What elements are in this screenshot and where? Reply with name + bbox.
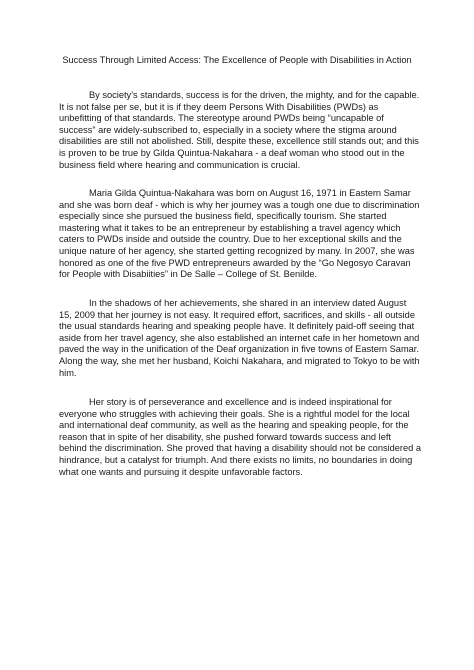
body-paragraph-4: Her story is of perseverance and excellence and is indeed inspirational for everyone who struggles with achieving their goals. She is a rightful model for the local and international deaf community, as well as the hearing and speaking people, for the reason that in spite of her disability, she pushed forward towards success and left behind the discrimination. She proved that having a disability should not be considered a hindrance, but a catalyst for triumph. And there exists no limits, no boundaries in doing what one wants and pursuing it despite unfavorable factors. (59, 397, 422, 477)
body-paragraph-1: By society’s standards, success is for the driven, the mighty, and for the capable. It is not false per se, but it is if they deem Persons With Disabilities (PWDs) as unbefitting of that standards. The stereotype around PWDs being “uncapable of success” are widely-subscribed to, especially in a society where the stigma around disabilities are still not abolished. Still, despite these, excellence still stands out; and this is proven to be true by Gilda Quintua-Nakahara - a deaf woman who stood out in the business field where hearing and communication is crucial. (59, 90, 420, 170)
body-paragraph-3: In the shadows of her achievements, she shared in an interview dated August 15, 2009 that her journey is not easy. It required effort, sacrifices, and skills - all outside the usual standards hearing and speaking people have. It definitely paid-off seeing that aside from her travel agency, she also established an internet cafe in her hometown and paved the way in the unification of the Deaf organization in five towns of Eastern Samar. Along the way, she met her husband, Koichi Nakahara, and migrated to Tokyo to be with him. (59, 298, 420, 378)
document-title: Success Through Limited Access: The Excellence of People with Disabilities in Action (62, 55, 412, 65)
body-paragraph-2: Maria Gilda Quintua-Nakahara was born on August 16, 1971 in Eastern Samar and she was born deaf - which is why her journey was a tough one due to discrimination especially since she pursued the business field, specifically tourism. She started mastering what it takes to be an entrepreneur by establishing a travel agency which caters to PWDs inside and outside the country. Due to her exceptional skills and the unique nature of her agency, she started getting recognized by many. In 2007, she was honored as one of the five PWD entrepreneurs awarded by the “Go Negosyo Caravan for People with Disabiities” in De Salle – College of St. Benilde. (59, 188, 420, 280)
